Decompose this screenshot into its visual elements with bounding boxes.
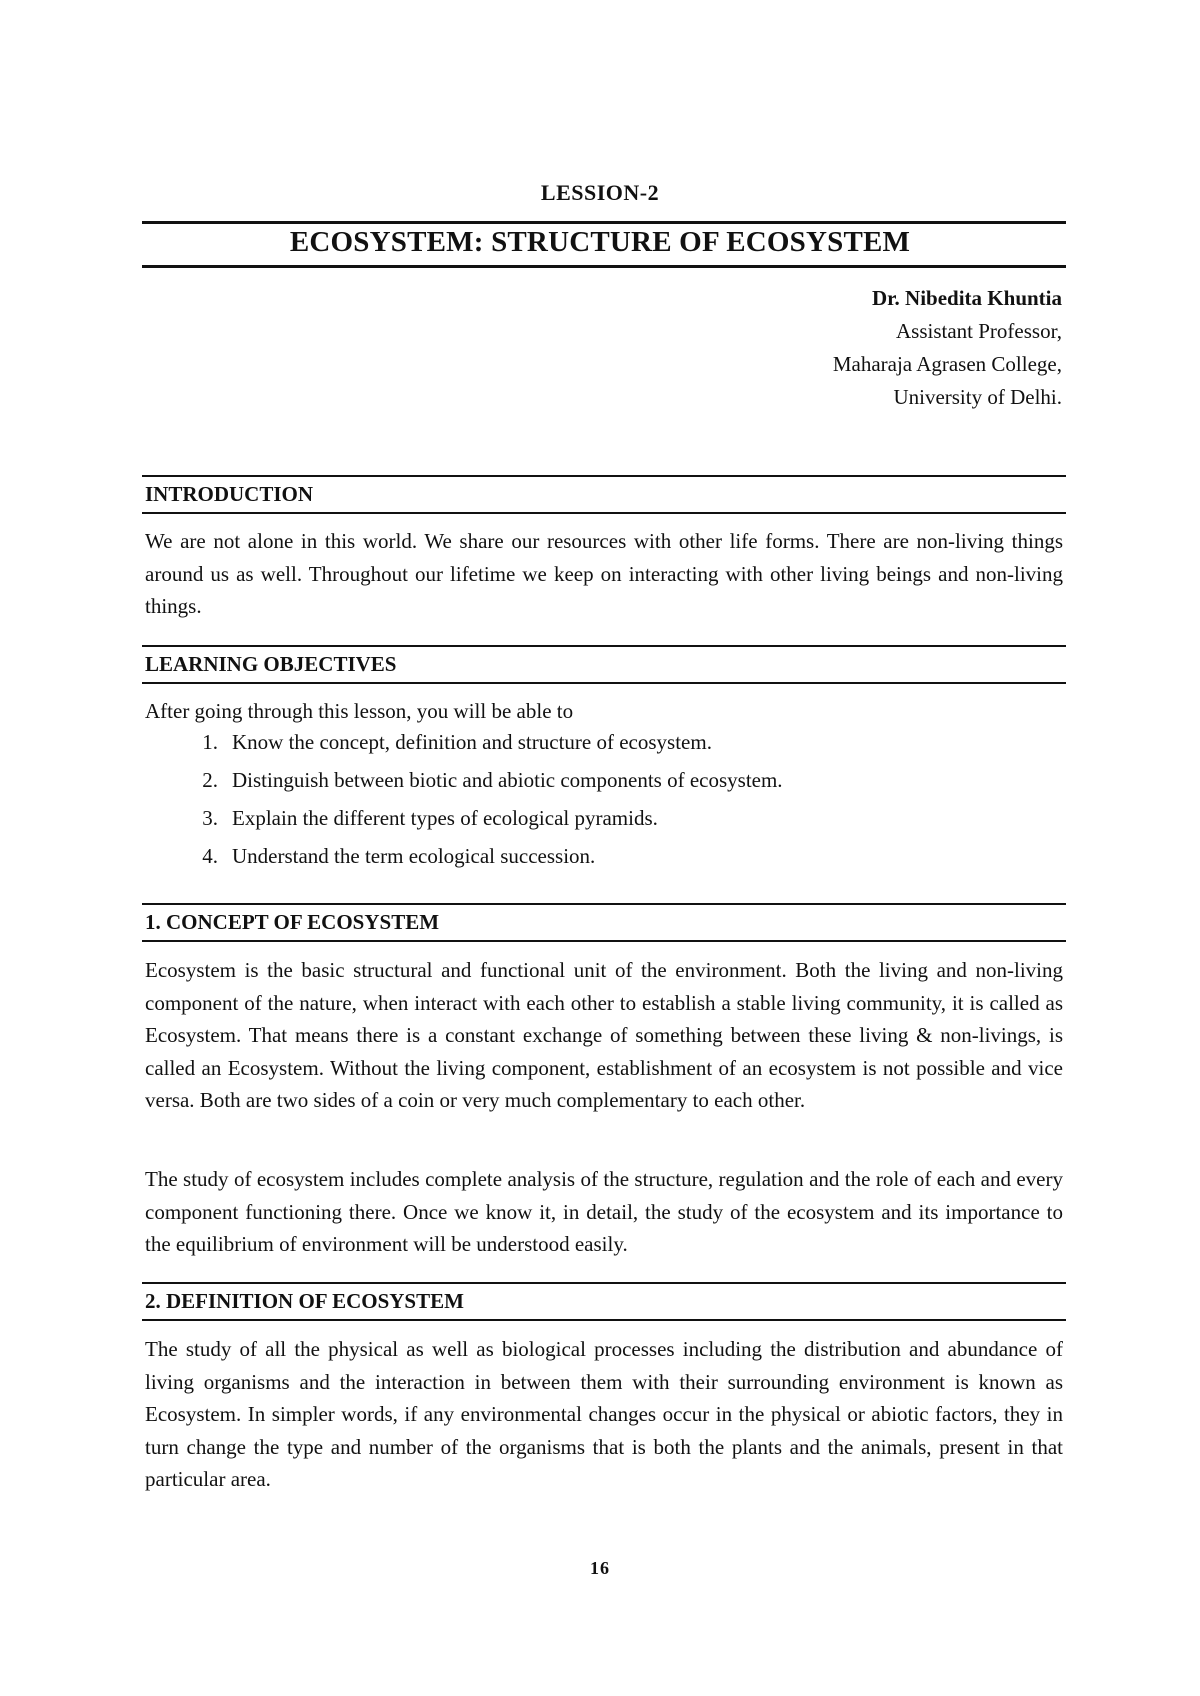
- definition-bottom-rule: [142, 1319, 1066, 1321]
- introduction-top-rule: [142, 475, 1066, 477]
- title-top-rule: [142, 221, 1066, 224]
- list-item-text: Distinguish between biotic and abiotic components of ecosystem.: [232, 768, 783, 792]
- page-title: ECOSYSTEM: STRUCTURE OF ECOSYSTEM: [289, 226, 911, 258]
- author-college: Maharaja Agrasen College,: [832, 352, 1062, 376]
- concept-top-rule: [142, 903, 1066, 905]
- objectives-heading: LEARNING OBJECTIVES: [145, 652, 397, 676]
- list-item-number: 3.: [202, 806, 218, 830]
- list-item: [145, 837, 783, 875]
- author-block: [833, 282, 1062, 414]
- concept-bottom-rule: [142, 940, 1066, 942]
- introduction-heading: INTRODUCTION: [145, 482, 314, 506]
- list-item: [145, 761, 783, 799]
- objectives-bottom-rule: [142, 682, 1066, 684]
- list-item-number: 1.: [202, 730, 218, 754]
- author-name: Dr. Nibedita Khuntia: [871, 286, 1062, 310]
- lesson-label: LESSION-2: [540, 180, 660, 205]
- objectives-intro: After going through this lesson, you will be able to: [145, 699, 574, 723]
- author-designation: Assistant Professor,: [896, 319, 1062, 343]
- definition-heading: 2. DEFINITION OF ECOSYSTEM: [145, 1289, 464, 1313]
- objectives-top-rule: [142, 645, 1066, 647]
- author-university: University of Delhi.: [893, 385, 1062, 409]
- list-item-text: Know the concept, definition and structure of ecosystem.: [232, 730, 712, 754]
- concept-paragraph-1: Ecosystem is the basic structural and functional unit of the environment. Both the living and non-living component of the nature, when interact with each other to establish a stable living community, it is called as Ecosystem. That means there is a constant exchange of something between these living & non-livings, is called an Ecosystem. Without the living component, establishment of an ecosystem is not possible and vice versa. Both are two sides of a coin or very much complementary to each other.: [145, 958, 1063, 1112]
- definition-top-rule: [142, 1282, 1066, 1284]
- concept-heading: 1. CONCEPT OF ECOSYSTEM: [145, 910, 440, 934]
- list-item: [145, 799, 783, 837]
- list-item-text: Explain the different types of ecological pyramids.: [232, 806, 658, 830]
- introduction-bottom-rule: [142, 512, 1066, 514]
- definition-text: The study of all the physical as well as biological processes including the distribution and abundance of living organisms and the interaction in between them with their surrounding environment is known as Ecosystem. In simpler words, if any environmental changes occur in the physical or abiotic factors, they in turn change the type and number of the organisms that is both the plants and the animals, present in that particular area.: [145, 1337, 1063, 1491]
- introduction-text: We are not alone in this world. We share our resources with other life forms. There are non-living things around us as well. Throughout our lifetime we keep on interacting with other living beings and non-living things.: [145, 529, 1063, 618]
- list-item-number: 2.: [202, 768, 218, 792]
- list-item-text: Understand the term ecological succession.: [232, 844, 596, 868]
- objectives-list: [145, 723, 783, 875]
- list-item: [145, 723, 783, 761]
- page-number: 16: [590, 1558, 610, 1578]
- list-item-number: 4.: [202, 844, 218, 868]
- title-bottom-rule: [142, 265, 1066, 268]
- concept-paragraph-2: The study of ecosystem includes complete analysis of the structure, regulation and the role of each and every component functioning there. Once we know it, in detail, the study of the ecosystem and its importance to the equilibrium of environment will be understood easily.: [145, 1167, 1063, 1256]
